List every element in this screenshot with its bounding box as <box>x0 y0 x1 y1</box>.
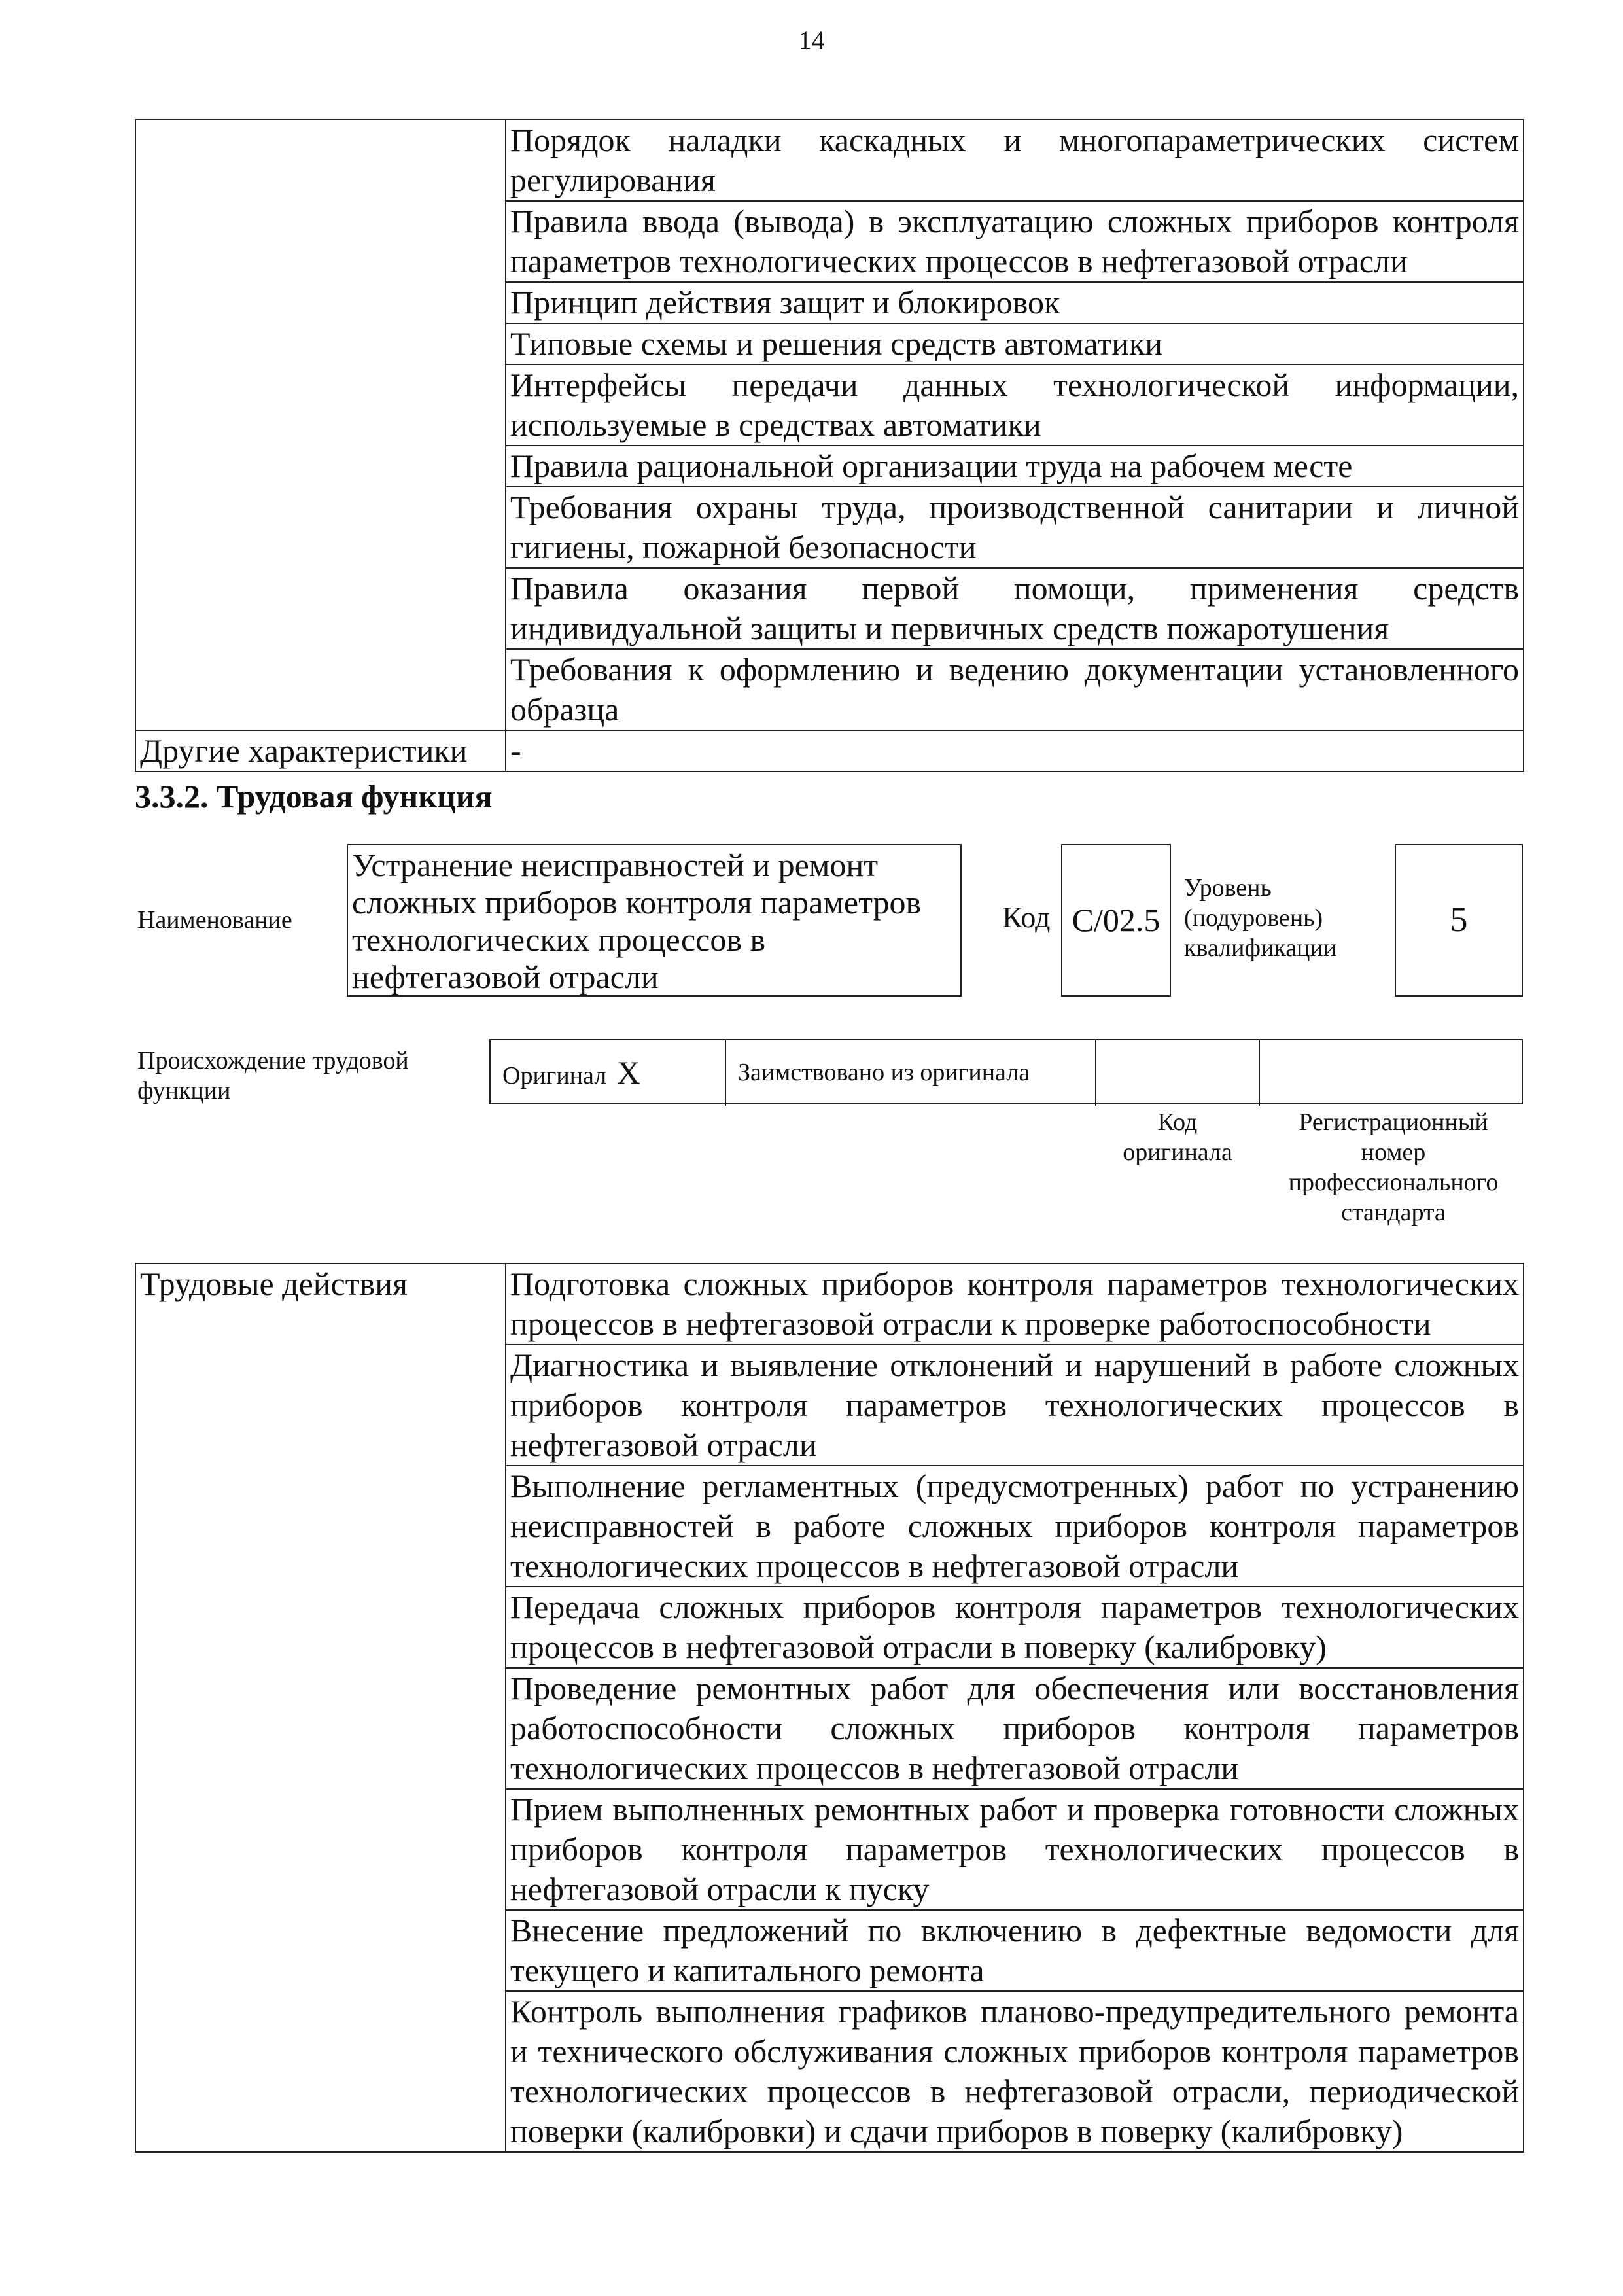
original-mark: X <box>616 1054 640 1091</box>
origin-divider <box>1259 1040 1260 1106</box>
labour-actions-label: Трудовые действия <box>135 1263 506 2152</box>
section-heading: 3.3.2. Трудовая функция <box>135 778 493 815</box>
labour-action-row: Передача сложных приборов контроля параметров технологических процессов в нефтегазовой отрасли в поверку (калибровку) <box>506 1587 1524 1668</box>
other-characteristics-label: Другие характеристики <box>135 730 506 771</box>
knowledge-row: Правила оказания первой помощи, применения средств индивидуальной защиты и первичных средств пожаротушения <box>506 568 1524 649</box>
other-characteristics-value: - <box>506 730 1524 771</box>
knowledge-table <box>135 119 1524 772</box>
knowledge-row: Правила рациональной организации труда на рабочем месте <box>506 446 1524 487</box>
level-label: Уровень (подуровень) квалификации <box>1184 874 1337 962</box>
knowledge-row: Требования к оформлению и ведению документации установленного образца <box>506 649 1524 730</box>
labour-action-row: Выполнение регламентных (предусмотренных) работ по устранению неисправностей в работе сложных приборов контроля параметров технологических процессов в нефтегазовой отрасли <box>506 1466 1524 1587</box>
caption-registration-number: Регистрационный номер профессионального стандарта <box>1288 1108 1499 1226</box>
level-value: 5 <box>1450 900 1468 939</box>
knowledge-row: Принцип действия защит и блокировок <box>506 282 1524 323</box>
labour-action-row: Прием выполненных ремонтных работ и проверка готовности сложных приборов контроля параметров технологических процессов в нефтегазовой отрасли к пуску <box>506 1789 1524 1910</box>
labour-action-row: Контроль выполнения графиков планово-предупредительного ремонта и технического обслуживания сложных приборов контроля параметров технологических процессов в нефтегазовой отрасли, периодической поверки (калибровки) и сдачи приборов в поверку (калибровку) <box>506 1991 1524 2152</box>
original-label: Оригинал X <box>502 1054 640 1091</box>
origin-divider <box>1095 1040 1096 1106</box>
origin-divider <box>725 1040 726 1106</box>
origin-label: Происхождение трудовой функции <box>137 1047 409 1104</box>
knowledge-row: Интерфейсы передачи данных технологической информации, используемые в средствах автоматики <box>506 364 1524 446</box>
labour-actions-table <box>135 1263 1524 2153</box>
borrowed-label: Заимствовано из оригинала <box>738 1059 1030 1086</box>
code-value: C/02.5 <box>1072 902 1161 938</box>
labour-action-row: Диагностика и выявление отклонений и нарушений в работе сложных приборов контроля параметров технологических процессов в нефтегазовой отрасли <box>506 1345 1524 1466</box>
page-number: 14 <box>798 26 825 55</box>
knowledge-row: Типовые схемы и решения средств автоматики <box>506 323 1524 364</box>
function-name-box <box>347 844 962 997</box>
knowledge-row: Требования охраны труда, производственной санитарии и личной гигиены, пожарной безопасности <box>506 487 1524 568</box>
caption-code-original: Код оригинала <box>1123 1108 1232 1166</box>
knowledge-label-cell <box>135 120 506 730</box>
level-box <box>1395 844 1523 997</box>
knowledge-row: Порядок наладки каскадных и многопараметрических систем регулирования <box>506 120 1524 201</box>
name-label: Наименование <box>137 906 292 934</box>
labour-action-row: Внесение предложений по включению в дефектные ведомости для текущего и капитального ремонта <box>506 1910 1524 1991</box>
origin-table <box>489 1039 1523 1104</box>
labour-action-row: Проведение ремонтных работ для обеспечения или восстановления работоспособности сложных приборов контроля параметров технологических процессов в нефтегазовой отрасли <box>506 1668 1524 1789</box>
labour-action-row: Подготовка сложных приборов контроля параметров технологических процессов в нефтегазовой отрасли к проверке работоспособности <box>506 1263 1524 1345</box>
code-box <box>1061 844 1171 997</box>
function-name: Устранение неисправностей и ремонт сложных приборов контроля параметров технологических процессов в нефтегазовой отрасли <box>352 847 922 995</box>
knowledge-row: Правила ввода (вывода) в эксплуатацию сложных приборов контроля параметров технологических процессов в нефтегазовой отрасли <box>506 201 1524 282</box>
code-label: Код <box>1002 900 1051 934</box>
